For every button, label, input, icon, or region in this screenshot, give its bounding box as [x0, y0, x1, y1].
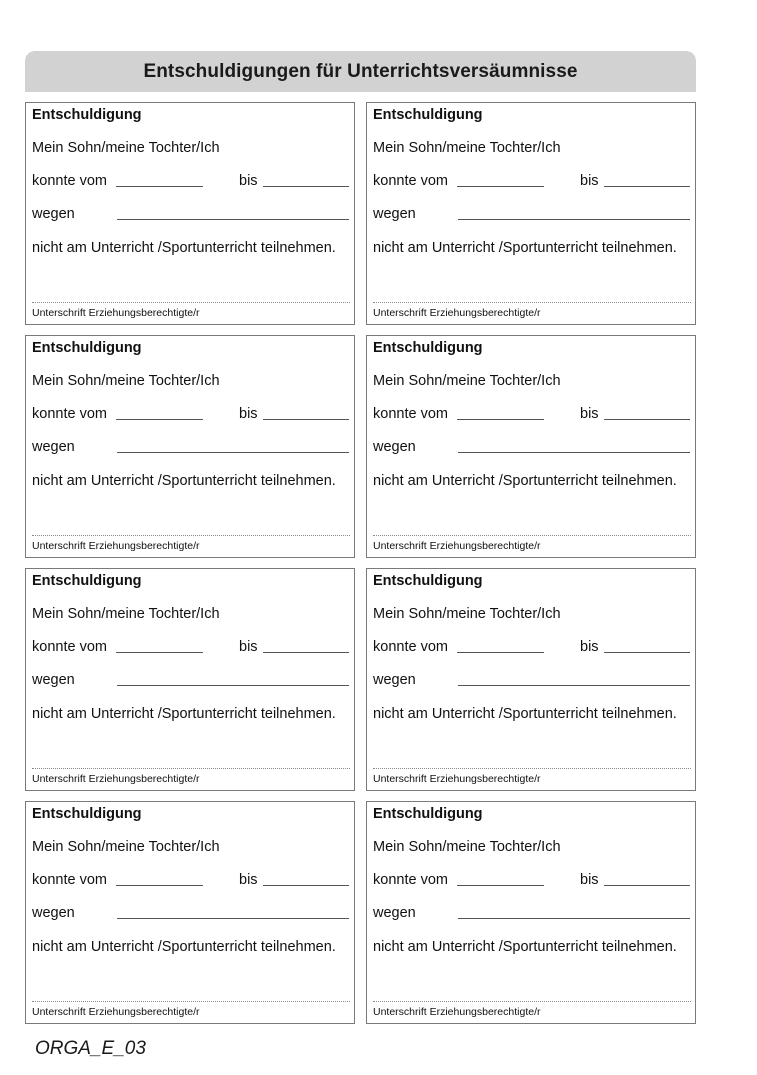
signature-field[interactable]	[32, 768, 350, 769]
card-title: Entschuldigung	[32, 573, 142, 589]
reason-label: wegen	[32, 206, 75, 222]
notice-text: nicht am Unterricht /Sportunterricht teilnehmen.	[373, 240, 677, 256]
signature-field[interactable]	[32, 302, 350, 303]
reason-label: wegen	[373, 206, 416, 222]
signature-label: Unterschrift Erziehungsberechtigte/r	[373, 307, 541, 319]
intro-text: Mein Sohn/meine Tochter/Ich	[32, 373, 220, 389]
card-title: Entschuldigung	[373, 573, 483, 589]
signature-field[interactable]	[373, 1001, 691, 1002]
from-label: konnte vom	[373, 173, 448, 189]
to-date-field[interactable]	[604, 885, 690, 886]
excuse-form-card	[25, 568, 355, 791]
from-label: konnte vom	[32, 872, 107, 888]
intro-text: Mein Sohn/meine Tochter/Ich	[373, 839, 561, 855]
to-label: bis	[580, 406, 599, 422]
from-date-field[interactable]	[116, 885, 203, 886]
to-label: bis	[239, 406, 258, 422]
reason-label: wegen	[32, 439, 75, 455]
card-title: Entschuldigung	[373, 107, 483, 123]
excuse-form-card	[366, 102, 696, 325]
from-date-field[interactable]	[457, 652, 544, 653]
card-title: Entschuldigung	[373, 806, 483, 822]
signature-label: Unterschrift Erziehungsberechtigte/r	[373, 1006, 541, 1018]
notice-text: nicht am Unterricht /Sportunterricht teilnehmen.	[32, 473, 336, 489]
signature-label: Unterschrift Erziehungsberechtigte/r	[373, 773, 541, 785]
from-date-field[interactable]	[457, 186, 544, 187]
from-date-field[interactable]	[457, 885, 544, 886]
excuse-form-grid	[25, 102, 696, 1024]
to-label: bis	[580, 173, 599, 189]
to-date-field[interactable]	[263, 885, 349, 886]
reason-label: wegen	[373, 905, 416, 921]
to-date-field[interactable]	[263, 419, 349, 420]
intro-text: Mein Sohn/meine Tochter/Ich	[32, 140, 220, 156]
intro-text: Mein Sohn/meine Tochter/Ich	[373, 140, 561, 156]
intro-text: Mein Sohn/meine Tochter/Ich	[32, 839, 220, 855]
excuse-form-card	[25, 801, 355, 1024]
from-date-field[interactable]	[116, 419, 203, 420]
from-label: konnte vom	[32, 406, 107, 422]
from-date-field[interactable]	[116, 186, 203, 187]
notice-text: nicht am Unterricht /Sportunterricht teilnehmen.	[32, 939, 336, 955]
signature-field[interactable]	[373, 535, 691, 536]
reason-field[interactable]	[458, 219, 690, 220]
reason-label: wegen	[32, 672, 75, 688]
to-label: bis	[239, 872, 258, 888]
to-label: bis	[239, 639, 258, 655]
intro-text: Mein Sohn/meine Tochter/Ich	[373, 373, 561, 389]
signature-field[interactable]	[32, 535, 350, 536]
from-label: konnte vom	[373, 872, 448, 888]
page-title: Entschuldigungen für Unterrichtsversäumnisse	[143, 60, 578, 82]
card-title: Entschuldigung	[32, 107, 142, 123]
excuse-form-card	[366, 568, 696, 791]
intro-text: Mein Sohn/meine Tochter/Ich	[32, 606, 220, 622]
signature-label: Unterschrift Erziehungsberechtigte/r	[32, 307, 200, 319]
reason-field[interactable]	[117, 685, 349, 686]
reason-field[interactable]	[458, 452, 690, 453]
notice-text: nicht am Unterricht /Sportunterricht teilnehmen.	[373, 473, 677, 489]
notice-text: nicht am Unterricht /Sportunterricht teilnehmen.	[32, 240, 336, 256]
card-title: Entschuldigung	[32, 806, 142, 822]
notice-text: nicht am Unterricht /Sportunterricht teilnehmen.	[373, 939, 677, 955]
reason-field[interactable]	[117, 918, 349, 919]
reason-field[interactable]	[117, 219, 349, 220]
to-label: bis	[580, 872, 599, 888]
card-title: Entschuldigung	[373, 340, 483, 356]
reason-field[interactable]	[117, 452, 349, 453]
to-date-field[interactable]	[263, 186, 349, 187]
signature-label: Unterschrift Erziehungsberechtigte/r	[32, 773, 200, 785]
reason-label: wegen	[32, 905, 75, 921]
signature-field[interactable]	[373, 302, 691, 303]
from-label: konnte vom	[373, 406, 448, 422]
from-date-field[interactable]	[116, 652, 203, 653]
to-date-field[interactable]	[604, 186, 690, 187]
document-code: ORGA_E_03	[35, 1038, 146, 1059]
to-date-field[interactable]	[263, 652, 349, 653]
signature-label: Unterschrift Erziehungsberechtigte/r	[373, 540, 541, 552]
signature-field[interactable]	[32, 1001, 350, 1002]
signature-field[interactable]	[373, 768, 691, 769]
intro-text: Mein Sohn/meine Tochter/Ich	[373, 606, 561, 622]
to-date-field[interactable]	[604, 419, 690, 420]
to-label: bis	[580, 639, 599, 655]
reason-field[interactable]	[458, 685, 690, 686]
card-title: Entschuldigung	[32, 340, 142, 356]
notice-text: nicht am Unterricht /Sportunterricht teilnehmen.	[373, 706, 677, 722]
excuse-form-card	[366, 801, 696, 1024]
from-label: konnte vom	[32, 639, 107, 655]
excuse-form-card	[25, 102, 355, 325]
signature-label: Unterschrift Erziehungsberechtigte/r	[32, 540, 200, 552]
notice-text: nicht am Unterricht /Sportunterricht teilnehmen.	[32, 706, 336, 722]
reason-label: wegen	[373, 672, 416, 688]
excuse-form-card	[25, 335, 355, 558]
to-label: bis	[239, 173, 258, 189]
signature-label: Unterschrift Erziehungsberechtigte/r	[32, 1006, 200, 1018]
from-label: konnte vom	[373, 639, 448, 655]
to-date-field[interactable]	[604, 652, 690, 653]
from-date-field[interactable]	[457, 419, 544, 420]
header-bar	[25, 51, 696, 92]
reason-field[interactable]	[458, 918, 690, 919]
reason-label: wegen	[373, 439, 416, 455]
excuse-form-card	[366, 335, 696, 558]
from-label: konnte vom	[32, 173, 107, 189]
